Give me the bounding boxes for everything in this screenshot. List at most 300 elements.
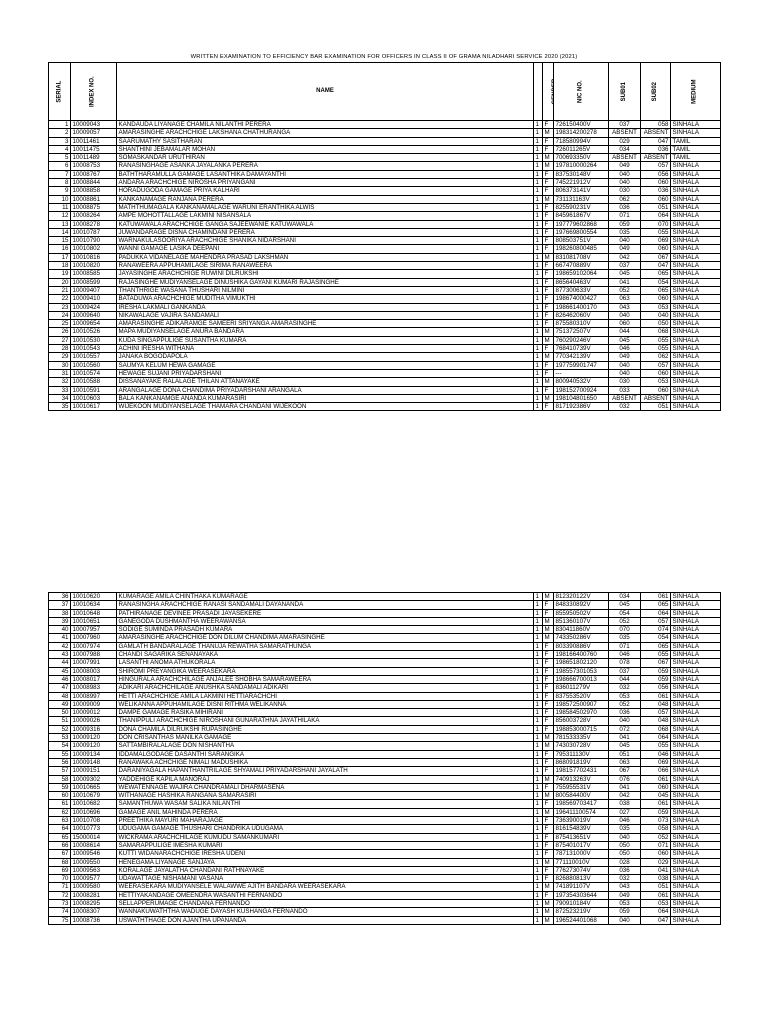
nic-no-cell: 198166400760 — [554, 651, 609, 659]
index-no-cell: 10010790 — [71, 237, 117, 245]
sub02-cell: 061 — [641, 891, 671, 899]
name-cell: SATTAMBIRALALAGE DON NISHANTHA — [117, 742, 534, 750]
district-no-cell: 1 — [534, 841, 543, 849]
sub01-cell: 027 — [609, 808, 641, 816]
serial-cell: 32 — [49, 378, 71, 386]
nic-no-cell: 812320122V — [554, 593, 609, 601]
serial-cell: 33 — [49, 386, 71, 394]
name-cell: WANNI GAMAGE LASIKA DEEPANI — [117, 245, 534, 253]
table-row — [49, 758, 721, 766]
serial-cell: 73 — [49, 899, 71, 907]
column-header-nic-no: NIC NO. — [554, 63, 609, 121]
district-no-cell: 1 — [534, 659, 543, 667]
index-no-cell: 10008003 — [71, 667, 117, 675]
medium-cell: SINHALA — [671, 601, 721, 609]
sub01-cell: 046 — [609, 817, 641, 825]
medium-cell: SINHALA — [671, 717, 721, 725]
serial-cell: 29 — [49, 353, 71, 361]
sub01-cell: 030 — [609, 378, 641, 386]
gender-cell: M — [543, 162, 554, 170]
serial-cell: 2 — [49, 129, 71, 137]
table-row — [49, 378, 721, 386]
index-no-cell: 10010648 — [71, 609, 117, 617]
nic-no-cell: 198157702431 — [554, 767, 609, 775]
name-cell: KORALAGE JAYALATHA CHANDANI RATHNAYAKE — [117, 866, 534, 874]
table-row — [49, 899, 721, 907]
sub01-cell: 035 — [609, 825, 641, 833]
medium-cell: SINHALA — [671, 593, 721, 601]
table-row — [49, 833, 721, 841]
column-header-sub01: SUB01 — [609, 63, 641, 121]
sub02-cell: 073 — [641, 817, 671, 825]
index-no-cell: 10007974 — [71, 642, 117, 650]
sub01-cell: 030 — [609, 187, 641, 195]
sub02-cell: 053 — [641, 899, 671, 907]
table-row — [49, 328, 721, 336]
gender-cell: M — [543, 916, 554, 924]
index-no-cell: 10011489 — [71, 154, 117, 162]
medium-cell: SINHALA — [671, 303, 721, 311]
medium-cell: SINHALA — [671, 875, 721, 883]
district-no-cell: 1 — [534, 137, 543, 145]
sub01-cell: 053 — [609, 899, 641, 907]
nic-no-cell: 736390019V — [554, 817, 609, 825]
serial-cell: 42 — [49, 642, 71, 650]
gender-cell: F — [543, 345, 554, 353]
index-no-cell: 10010816 — [71, 253, 117, 261]
serial-cell: 62 — [49, 808, 71, 816]
sub01-cell: 041 — [609, 783, 641, 791]
name-cell: AMARASINGHE ADIKARAMGE SAMEERI SRIYANGA AMARASINGHE — [117, 320, 534, 328]
sub01-cell: 042 — [609, 253, 641, 261]
serial-cell: 14 — [49, 228, 71, 236]
nic-no-cell: 771110010V — [554, 858, 609, 866]
name-cell: SHIROMI PREYANGIKA WEERASEKARA — [117, 667, 534, 675]
district-no-cell: 1 — [534, 833, 543, 841]
district-no-cell: 1 — [534, 617, 543, 625]
sub02-cell: 038 — [641, 875, 671, 883]
sub02-cell: 057 — [641, 361, 671, 369]
serial-cell: 25 — [49, 320, 71, 328]
district-no-cell: 1 — [534, 403, 543, 411]
medium-cell: SINHALA — [671, 659, 721, 667]
serial-cell: 5 — [49, 154, 71, 162]
district-no-cell: 1 — [534, 817, 543, 825]
name-cell: WEERASEKARA MUDIYANSELE WALAWWE AJITH BANDARA WEERASEKARA — [117, 883, 534, 891]
medium-cell: SINHALA — [671, 286, 721, 294]
district-no-cell: 1 — [534, 758, 543, 766]
index-no-cell: 10010679 — [71, 792, 117, 800]
name-cell: UDUGAMA GAMAGE THUSHARI CHANDRIKA UDUGAMA — [117, 825, 534, 833]
table-row — [49, 303, 721, 311]
sub02-cell: 065 — [641, 642, 671, 650]
medium-cell: SINHALA — [671, 237, 721, 245]
index-no-cell: 10009654 — [71, 320, 117, 328]
gender-cell: F — [543, 667, 554, 675]
name-cell: PREETHIKA MAYURI MAHARAJAGE — [117, 817, 534, 825]
table-row — [49, 121, 721, 129]
sub02-cell: 069 — [641, 758, 671, 766]
index-no-cell: 10010773 — [71, 825, 117, 833]
district-no-cell: 1 — [534, 320, 543, 328]
nic-no-cell: 808503751V — [554, 237, 609, 245]
medium-cell: SINHALA — [671, 775, 721, 783]
index-no-cell: 10008585 — [71, 270, 117, 278]
header-row — [49, 63, 721, 121]
name-cell: SOMASKANDAR URUTHIRAN — [117, 154, 534, 162]
name-cell: ADIKARI ARACHCHILAGE ANUSHKA SANDAMALI ADIKARI — [117, 684, 534, 692]
serial-cell: 43 — [49, 651, 71, 659]
district-no-cell: 1 — [534, 195, 543, 203]
district-no-cell: 1 — [534, 220, 543, 228]
medium-cell: SINHALA — [671, 858, 721, 866]
index-no-cell: 10010620 — [71, 593, 117, 601]
gender-cell: F — [543, 684, 554, 692]
district-no-cell: 1 — [534, 916, 543, 924]
medium-cell: SINHALA — [671, 825, 721, 833]
district-no-cell: 1 — [534, 386, 543, 394]
medium-cell: SINHALA — [671, 700, 721, 708]
serial-cell: 56 — [49, 758, 71, 766]
medium-cell: SINHALA — [671, 386, 721, 394]
index-no-cell: 10009550 — [71, 858, 117, 866]
table-row — [49, 593, 721, 601]
sub01-cell: 040 — [609, 311, 641, 319]
sub02-cell: 060 — [641, 369, 671, 377]
table-row — [49, 767, 721, 775]
table-row — [49, 253, 721, 261]
gender-cell: F — [543, 825, 554, 833]
gender-cell: M — [543, 858, 554, 866]
results-table-2 — [48, 592, 721, 925]
medium-cell: SINHALA — [671, 345, 721, 353]
medium-cell: SINHALA — [671, 850, 721, 858]
name-cell: GAMLATH BANDARALAGE THANUJA REWATHA SAMARATHUNGA — [117, 642, 534, 650]
table-row — [49, 295, 721, 303]
gender-cell: F — [543, 295, 554, 303]
gender-cell: F — [543, 145, 554, 153]
medium-cell: SINHALA — [671, 800, 721, 808]
medium-cell: SINHALA — [671, 336, 721, 344]
serial-cell: 48 — [49, 692, 71, 700]
index-no-cell: 10009120 — [71, 742, 117, 750]
sub01-cell: 059 — [609, 908, 641, 916]
index-no-cell: 10008858 — [71, 187, 117, 195]
sub02-cell: 051 — [641, 403, 671, 411]
serial-cell: 6 — [49, 162, 71, 170]
district-no-cell: 1 — [534, 717, 543, 725]
serial-cell: 31 — [49, 369, 71, 377]
gender-cell: F — [543, 875, 554, 883]
sub02-cell: 047 — [641, 262, 671, 270]
nic-no-cell: 726011265V — [554, 145, 609, 153]
name-cell: ACHINI IRESHA WITHANA — [117, 345, 534, 353]
nic-no-cell: 196411100574 — [554, 808, 609, 816]
nic-no-cell: 781533335V — [554, 734, 609, 742]
sub02-cell: 053 — [641, 378, 671, 386]
sub02-cell: 064 — [641, 609, 671, 617]
district-no-cell: 1 — [534, 369, 543, 377]
sub02-cell: 067 — [641, 253, 671, 261]
name-cell: BATADUWA ARACHCHIGE MUDITHA VIMUKTHI — [117, 295, 534, 303]
medium-cell: SINHALA — [671, 891, 721, 899]
sub01-cell: ABSENT — [609, 394, 641, 402]
sub01-cell: 045 — [609, 742, 641, 750]
sub01-cell: 046 — [609, 651, 641, 659]
nic-no-cell: 755955531V — [554, 783, 609, 791]
table-row — [49, 129, 721, 137]
table-row — [49, 717, 721, 725]
medium-cell: SINHALA — [671, 725, 721, 733]
nic-no-cell: 837553520V — [554, 692, 609, 700]
gender-cell: M — [543, 626, 554, 634]
sub02-cell: 048 — [641, 717, 671, 725]
sub02-cell: 060 — [641, 850, 671, 858]
name-cell: DONA CHAMILA DILRUKSHI RUPASINGHE — [117, 725, 534, 733]
sub01-cell: 036 — [609, 866, 641, 874]
gender-cell: F — [543, 659, 554, 667]
serial-cell: 35 — [49, 403, 71, 411]
sub01-cell: 052 — [609, 286, 641, 294]
table-row — [49, 783, 721, 791]
sub02-cell: 041 — [641, 866, 671, 874]
district-no-cell: 1 — [534, 129, 543, 137]
index-no-cell: 10010603 — [71, 394, 117, 402]
sub01-cell: 050 — [609, 841, 641, 849]
table-row — [49, 841, 721, 849]
gender-cell: F — [543, 361, 554, 369]
name-cell: SAUMYA KELUM HEWA GAMAGE — [117, 361, 534, 369]
nic-no-cell: 197354303644 — [554, 891, 609, 899]
serial-cell: 1 — [49, 121, 71, 129]
table-row — [49, 800, 721, 808]
sub02-cell: 061 — [641, 593, 671, 601]
table-row — [49, 634, 721, 642]
district-no-cell: 1 — [534, 121, 543, 129]
nic-no-cell: 197810000264 — [554, 162, 609, 170]
sub02-cell: 060 — [641, 295, 671, 303]
gender-cell: F — [543, 262, 554, 270]
nic-no-cell: 803390886V — [554, 642, 609, 650]
sub02-cell: 052 — [641, 833, 671, 841]
table-row — [49, 808, 721, 816]
index-no-cell: 10008753 — [71, 162, 117, 170]
table-row — [49, 286, 721, 294]
gender-cell: F — [543, 783, 554, 791]
index-no-cell: 10010802 — [71, 245, 117, 253]
medium-cell: SINHALA — [671, 278, 721, 286]
serial-cell: 41 — [49, 634, 71, 642]
nic-no-cell: 875580310V — [554, 320, 609, 328]
document-title: WRITTEN EXAMINATION TO EFFICIENCY BAR EXAMINATION FOR OFFICERS IN CLASS II OF GRAMA NILADHARI SERVICE 2020 (2021) — [190, 54, 578, 60]
index-no-cell: 10010530 — [71, 336, 117, 344]
name-cell: AMARASINGHE ARACHCHIGE LAKSHANA CHATHURANGA — [117, 129, 534, 137]
gender-cell: F — [543, 725, 554, 733]
medium-cell: SINHALA — [671, 228, 721, 236]
nic-no-cell: 745221912V — [554, 179, 609, 187]
index-no-cell: 10008295 — [71, 899, 117, 907]
medium-cell: SINHALA — [671, 684, 721, 692]
serial-cell: 17 — [49, 253, 71, 261]
medium-cell: SINHALA — [671, 361, 721, 369]
name-cell: AMPE MOHOTTALLAGE LAKMINI NISANSALA — [117, 212, 534, 220]
index-no-cell: 10010543 — [71, 345, 117, 353]
nic-no-cell: 198674000427 — [554, 295, 609, 303]
sub02-cell: 057 — [641, 709, 671, 717]
serial-cell: 12 — [49, 212, 71, 220]
table-row — [49, 345, 721, 353]
nic-no-cell: 700693350V — [554, 154, 609, 162]
index-no-cell: 10008599 — [71, 278, 117, 286]
serial-cell: 38 — [49, 609, 71, 617]
nic-no-cell: 837530148V — [554, 170, 609, 178]
index-no-cell: 10009148 — [71, 758, 117, 766]
medium-cell: SINHALA — [671, 403, 721, 411]
district-no-cell: 1 — [534, 345, 543, 353]
medium-cell: SINHALA — [671, 642, 721, 650]
gender-cell: M — [543, 593, 554, 601]
medium-cell: SINHALA — [671, 634, 721, 642]
nic-no-cell: 865640463V — [554, 278, 609, 286]
sub02-cell: 029 — [641, 858, 671, 866]
index-no-cell: 10009577 — [71, 875, 117, 883]
medium-cell: SINHALA — [671, 758, 721, 766]
serial-cell: 23 — [49, 303, 71, 311]
medium-cell: SINHALA — [671, 328, 721, 336]
name-cell: WEWATENNAGE WAJIRA CHANDRAMALI DHARMASENA — [117, 783, 534, 791]
nic-no-cell: 856003728V — [554, 717, 609, 725]
district-no-cell: 1 — [534, 237, 543, 245]
nic-no-cell: 790910184V — [554, 899, 609, 907]
sub01-cell: 034 — [609, 593, 641, 601]
district-no-cell: 1 — [534, 203, 543, 211]
table-row — [49, 237, 721, 245]
sub01-cell: 045 — [609, 270, 641, 278]
nic-no-cell: 768410739V — [554, 345, 609, 353]
name-cell: USWATHTHAGE DON AJANTHA UPANANDA — [117, 916, 534, 924]
index-no-cell: 10009407 — [71, 286, 117, 294]
index-no-cell: 10009151 — [71, 767, 117, 775]
name-cell: YADDEHIGE KAPILA MANORAJ — [117, 775, 534, 783]
nic-no-cell: 741891107V — [554, 883, 609, 891]
column-header-index-no: INDEX NO. — [71, 63, 117, 121]
column-header-district-no — [534, 63, 543, 121]
sub02-cell: 047 — [641, 916, 671, 924]
district-no-cell: 1 — [534, 311, 543, 319]
medium-cell: SINHALA — [671, 394, 721, 402]
nic-no-cell: 830411860V — [554, 626, 609, 634]
sub02-cell: 067 — [641, 659, 671, 667]
sub01-cell: 076 — [609, 775, 641, 783]
sub02-cell: 060 — [641, 195, 671, 203]
table-row — [49, 817, 721, 825]
table-row — [49, 262, 721, 270]
district-no-cell: 1 — [534, 286, 543, 294]
index-no-cell: 10010588 — [71, 378, 117, 386]
serial-cell: 21 — [49, 286, 71, 294]
gender-cell: F — [543, 212, 554, 220]
sub01-cell: 037 — [609, 262, 641, 270]
name-cell: IRESHA LAKMALI GANKANDA — [117, 303, 534, 311]
sub02-cell: 065 — [641, 286, 671, 294]
sub02-cell: 059 — [641, 667, 671, 675]
name-cell: HETTIYAKANDAGE OMEENDRA WASANTHI FERNANDO — [117, 891, 534, 899]
index-no-cell: 10010787 — [71, 228, 117, 236]
gender-cell: F — [543, 758, 554, 766]
name-cell: MAPA MUDIYANSELAGE ANURA BANDARA — [117, 328, 534, 336]
district-no-cell: 1 — [534, 170, 543, 178]
table-row — [49, 891, 721, 899]
serial-cell: 61 — [49, 800, 71, 808]
sub02-cell: 056 — [641, 684, 671, 692]
nic-no-cell: 198572500907 — [554, 700, 609, 708]
district-no-cell: 1 — [534, 303, 543, 311]
district-no-cell: 1 — [534, 328, 543, 336]
nic-no-cell: 800584400V — [554, 792, 609, 800]
index-no-cell: 10010665 — [71, 783, 117, 791]
sub02-cell: 046 — [641, 750, 671, 758]
district-no-cell: 1 — [534, 709, 543, 717]
index-no-cell: 10009134 — [71, 750, 117, 758]
gender-cell: M — [543, 808, 554, 816]
serial-cell: 37 — [49, 601, 71, 609]
sub02-cell: 059 — [641, 675, 671, 683]
sub02-cell: 061 — [641, 775, 671, 783]
serial-cell: 28 — [49, 345, 71, 353]
district-no-cell: 1 — [534, 353, 543, 361]
sub01-cell: 049 — [609, 162, 641, 170]
nic-no-cell: 855950502V — [554, 609, 609, 617]
sub01-cell: 053 — [609, 692, 641, 700]
nic-no-cell: 760290246V — [554, 336, 609, 344]
district-no-cell: 1 — [534, 378, 543, 386]
sub02-cell: 068 — [641, 328, 671, 336]
district-no-cell: 1 — [534, 825, 543, 833]
sub02-cell: 061 — [641, 800, 671, 808]
medium-cell: SINHALA — [671, 750, 721, 758]
sub02-cell: 062 — [641, 353, 671, 361]
index-no-cell: 10007960 — [71, 634, 117, 642]
serial-cell: 68 — [49, 858, 71, 866]
district-no-cell: 1 — [534, 642, 543, 650]
gender-cell: F — [543, 121, 554, 129]
serial-cell: 20 — [49, 278, 71, 286]
gender-cell: F — [543, 303, 554, 311]
medium-cell: SINHALA — [671, 792, 721, 800]
table-row — [49, 601, 721, 609]
index-no-cell: 10009009 — [71, 700, 117, 708]
sub02-cell: 057 — [641, 162, 671, 170]
district-no-cell: 1 — [534, 187, 543, 195]
name-cell: SHANTHINI JEBAMALAR MOHAN — [117, 145, 534, 153]
gender-cell: F — [543, 692, 554, 700]
nic-no-cell: 197669800554 — [554, 228, 609, 236]
nic-no-cell: 851360107V — [554, 617, 609, 625]
gender-cell: F — [543, 286, 554, 294]
nic-no-cell: 875413651V — [554, 833, 609, 841]
gender-cell: F — [543, 750, 554, 758]
gender-cell: F — [543, 179, 554, 187]
medium-cell: SINHALA — [671, 179, 721, 187]
index-no-cell: 10010617 — [71, 403, 117, 411]
sub01-cell: 040 — [609, 833, 641, 841]
gender-cell: F — [543, 717, 554, 725]
gender-cell: M — [543, 742, 554, 750]
sub02-cell: 055 — [641, 345, 671, 353]
table-row — [49, 908, 721, 916]
district-no-cell: 1 — [534, 179, 543, 187]
index-no-cell: 10009043 — [71, 121, 117, 129]
